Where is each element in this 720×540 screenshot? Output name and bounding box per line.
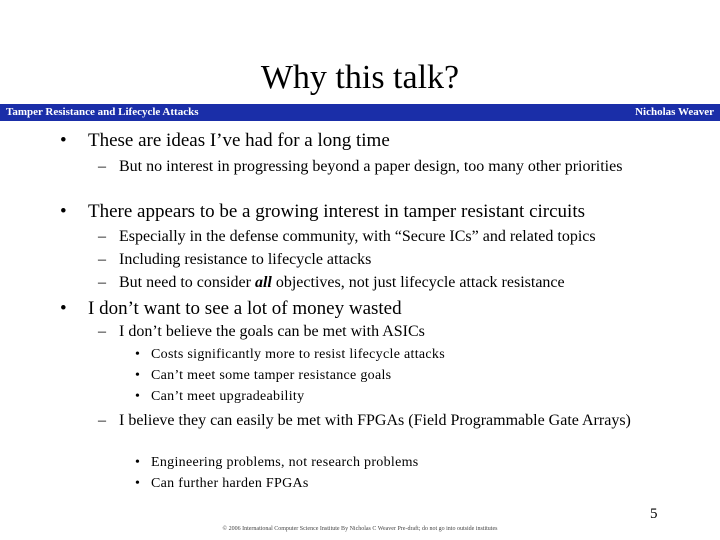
bullet-marker: • — [135, 368, 141, 383]
sub-sub-bullet-text: Engineering problems, not research problems — [151, 455, 419, 470]
sub-sub-bullet-text: Can’t meet some tamper resistance goals — [151, 368, 392, 383]
emphasis-all: all — [254, 274, 272, 291]
sub-bullet-text: I don’t believe the goals can be met with ASICs — [119, 323, 425, 340]
sub-bullet-text: But no interest in progressing beyond a paper design, too many other priorities — [119, 158, 623, 175]
dash-marker: – — [98, 228, 106, 245]
header-bar-left: Tamper Resistance and Lifecycle Attacks — [6, 106, 199, 118]
dash-marker: – — [98, 251, 106, 268]
slide-title: Why this talk? — [260, 59, 460, 96]
bullet-marker: • — [135, 389, 141, 404]
bullet-marker: • — [60, 201, 67, 222]
sub-sub-bullet-text: Costs significantly more to resist lifecycle attacks — [151, 347, 445, 362]
sub-sub-bullet-text: Can further harden FPGAs — [151, 476, 309, 491]
sub-bullet-text: Especially in the defense community, with “Secure ICs” and related topics — [119, 228, 596, 245]
dash-marker: – — [98, 323, 106, 340]
sub-bullet-text: But need to consider all objectives, not just lifecycle attack resistance — [119, 274, 565, 291]
bullet-text: I don’t want to see a lot of money wasted — [88, 298, 402, 319]
header-bar-right: Nicholas Weaver — [635, 106, 714, 118]
bullet-marker: • — [135, 347, 141, 362]
sub-sub-bullet-text: Can’t meet upgradeability — [151, 389, 305, 404]
bullet-marker: • — [60, 130, 67, 151]
bullet-marker: • — [60, 298, 67, 319]
dash-marker: – — [98, 274, 106, 291]
footer-text: © 2006 International Computer Science Institute By Nicholas C Weaver Pre-draft; do not go into outside institutes — [222, 526, 498, 532]
dash-marker: – — [98, 158, 106, 175]
sub-bullet-text: Including resistance to lifecycle attacks — [119, 251, 372, 268]
page-number: 5 — [650, 506, 658, 522]
bullet-marker: • — [135, 476, 141, 491]
dash-marker: – — [98, 412, 106, 429]
bullet-marker: • — [135, 455, 141, 470]
bullet-text: These are ideas I’ve had for a long time — [88, 130, 390, 151]
bullet-text: There appears to be a growing interest in tamper resistant circuits — [88, 201, 585, 222]
sub-bullet-text: I believe they can easily be met with FPGAs (Field Programmable Gate Arrays) — [119, 412, 631, 429]
header-bar — [0, 104, 720, 121]
